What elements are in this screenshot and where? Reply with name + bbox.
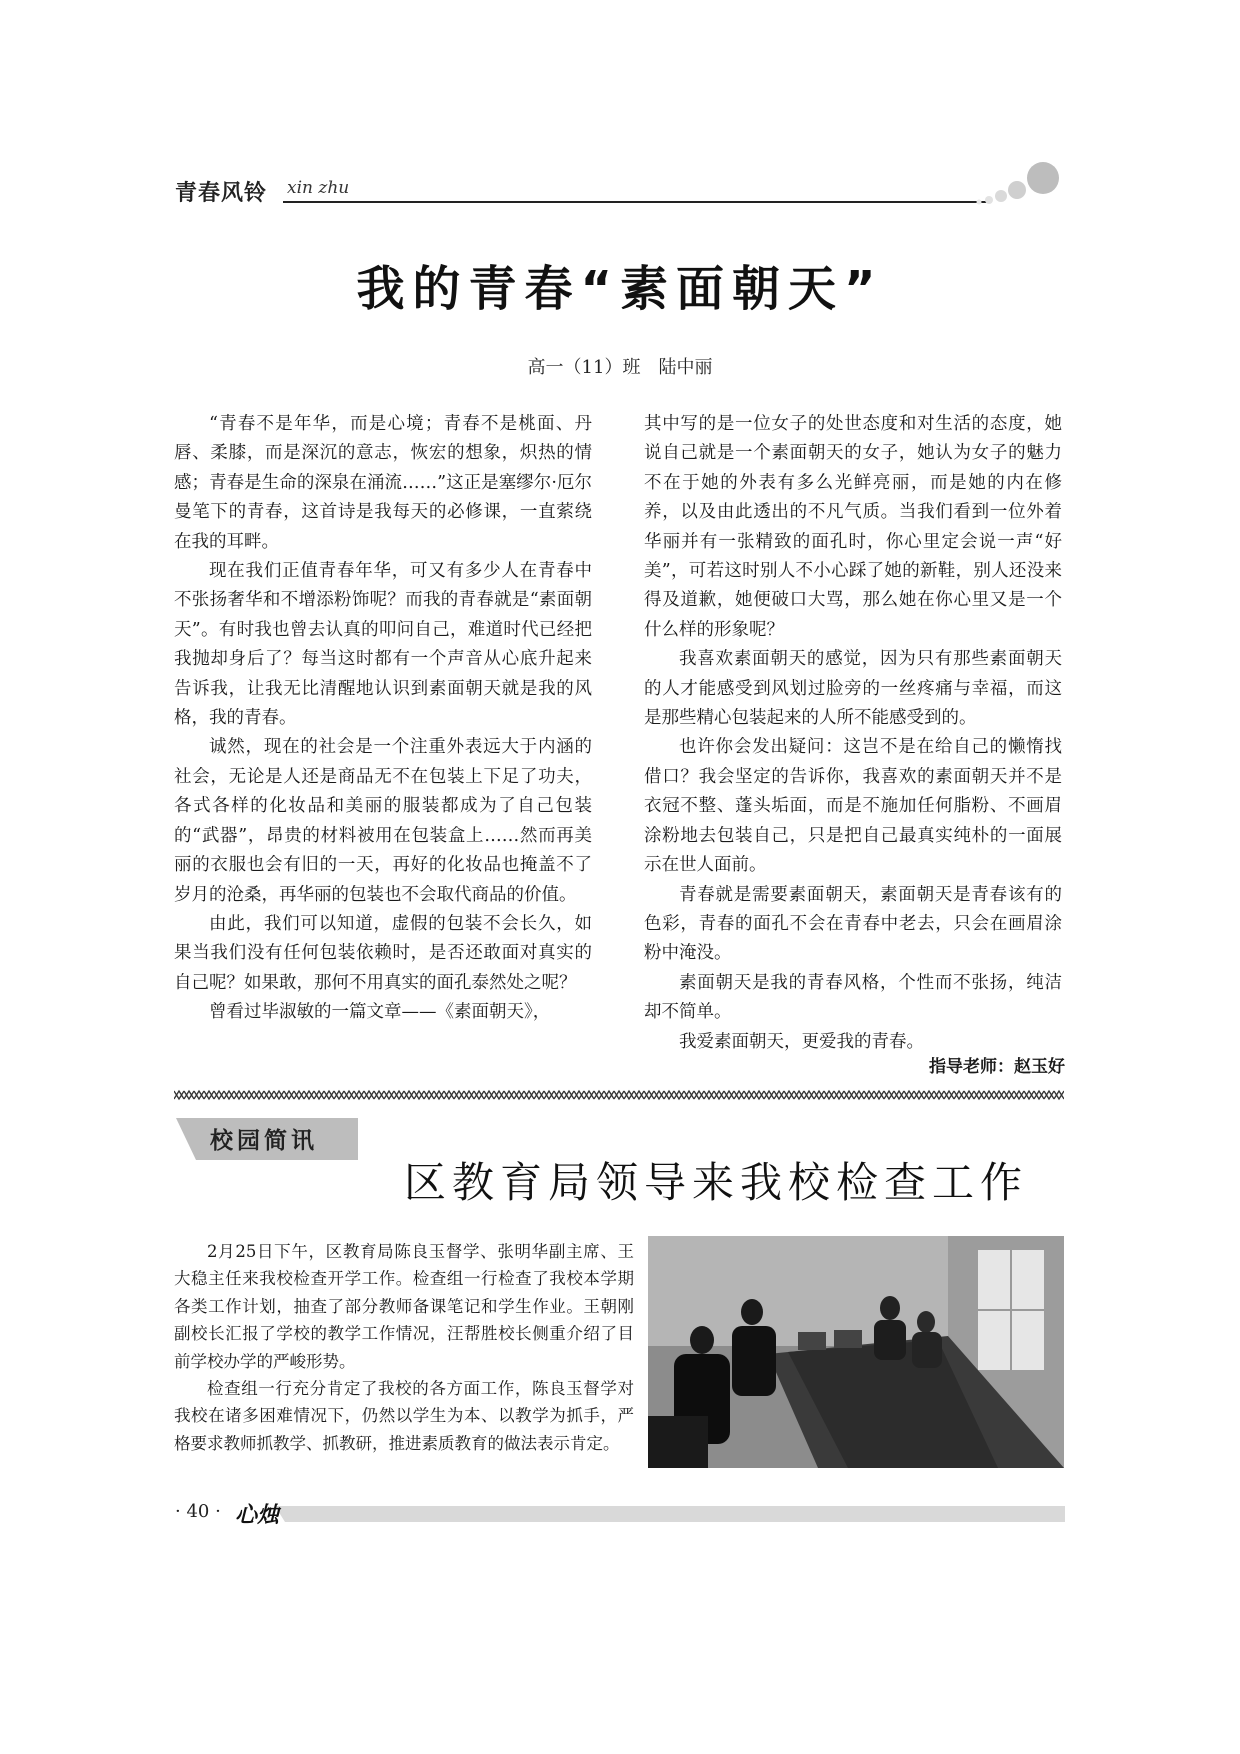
paragraph: 我爱素面朝天，更爱我的青春。 bbox=[679, 1031, 924, 1052]
paragraph: 检查组一行充分肯定了我校的各方面工作，陈良玉督学对我校在诸多困难情况下，仍然以学生为本、以教学为抓手，严格要求教师抓教学、抓教研，推进素质教育的做法表示肯定。 bbox=[174, 1379, 634, 1453]
section-pinyin: xin zhu bbox=[287, 178, 350, 198]
paragraph: 青春就是需要素面朝天，素面朝天是青春该有的色彩，青春的面孔不会在青春中老去，只会在画眉涂粉中淹没。 bbox=[644, 884, 1062, 964]
magazine-name: 心烛 bbox=[235, 1502, 280, 1528]
meeting-photo bbox=[648, 1236, 1064, 1468]
paragraph: 曾看过毕淑敏的一篇文章——《素面朝天》， bbox=[209, 1002, 551, 1023]
article-title: 我的青春“素面朝天” bbox=[356, 261, 884, 317]
section-header bbox=[175, 172, 1065, 208]
page-number: · 40 · bbox=[175, 1501, 221, 1522]
news-title: 区教育局领导来我校检查工作 bbox=[404, 1158, 1029, 1207]
paragraph: 素面朝天是我的青春风格，个性而不张扬，纯洁却不简单。 bbox=[644, 972, 1062, 1023]
paragraph: 2月25日下午，区教育局陈良玉督学、张明华副主席、王大稳主任来我校检查开学工作。检查组一行检查了我校本学期各类工作计划，抽查了部分教师备课笔记和学生作业。王朝刚副校长汇报了学校的教学工作情况，汪帮胜校长侧重介绍了目前学校办学的严峻形势。 bbox=[174, 1242, 634, 1371]
paragraph: 诚然，现在的社会是一个注重外表远大于内涵的社会，无论是人还是商品无不在包装上下足了功夫，各式各样的化妆品和美丽的服装都成为了自己包装的“武器”，昂贵的材料被用在包装盒上……然而再美丽的衣服也会有旧的一天，再好的化妆品也掩盖不了岁月的沧桑，再华丽的包装也不会取代商品的价值。 bbox=[174, 737, 592, 905]
footer-band bbox=[275, 1506, 1065, 1522]
decorative-circles-icon bbox=[965, 160, 1065, 208]
paragraph: 也许你会发出疑问：这岂不是在给自己的懒惰找借口？我会坚定的告诉你，我喜欢的素面朝天并不是衣冠不整、蓬头垢面，而是不施加任何脂粉、不画眉涂粉地去包装自己，只是把自己最真实纯朴的一面展示在世人面前。 bbox=[644, 737, 1062, 876]
paragraph: 由此，我们可以知道，虚假的包装不会长久，如果当我们没有任何包装依赖时，是否还敢面对真实的自己呢？如果敢，那何不用真实的面孔泰然处之呢？ bbox=[174, 913, 592, 993]
news-body bbox=[174, 1238, 634, 1457]
paragraph: 其中写的是一位女子的处世态度和对生活的态度，她说自己就是一个素面朝天的女子，她认为女子的魅力不在于她的外表有多么光鲜亮丽，而是她的内在修养，以及由此透出的不凡气质。当我们看到一位外着华丽并有一张精致的面孔时，你心里定会说一声“好美”，可若这时别人不小心踩了她的新鞋，别人还没来得及道歉，她便破口大骂，那么她在你心里又是一个什么样的形象呢？ bbox=[644, 414, 1062, 640]
news-tag-label: 校园简讯 bbox=[210, 1128, 318, 1154]
paragraph: 我喜欢素面朝天的感觉，因为只有那些素面朝天的人才能感受到风划过脸旁的一丝疼痛与幸福，而这是那些精心包装起来的人所不能感受到的。 bbox=[644, 649, 1062, 729]
paragraph: “青春不是年华，而是心境；青春不是桃面、丹唇、柔膝，而是深沉的意志，恢宏的想象，炽热的情感；青春是生命的深泉在涌流……”这正是塞缪尔·厄尔曼笔下的青春，这首诗是我每天的必修课，一直萦绕在我的耳畔。 bbox=[174, 414, 592, 552]
zigzag-divider bbox=[174, 1088, 1064, 1102]
header-rule bbox=[283, 201, 988, 203]
article-byline: 高一（11）班 陆中丽 bbox=[527, 357, 713, 378]
article-column-right bbox=[644, 410, 1062, 1057]
section-name: 青春风铃 bbox=[175, 181, 268, 206]
advisor-credit: 指导老师：赵玉好 bbox=[929, 1057, 1065, 1077]
paragraph: 现在我们正值青春年华，可又有多少人在青春中不张扬奢华和不增添粉饰呢？而我的青春就是“素面朝天”。有时我也曾去认真的叩问自己，难道时代已经把我抛却身后了？每当这时都有一个声音从心底升起来告诉我，让我无比清醒地认识到素面朝天就是我的风格，我的青春。 bbox=[174, 561, 592, 729]
article-column-left bbox=[174, 410, 592, 1028]
page-footer bbox=[175, 1500, 1065, 1530]
